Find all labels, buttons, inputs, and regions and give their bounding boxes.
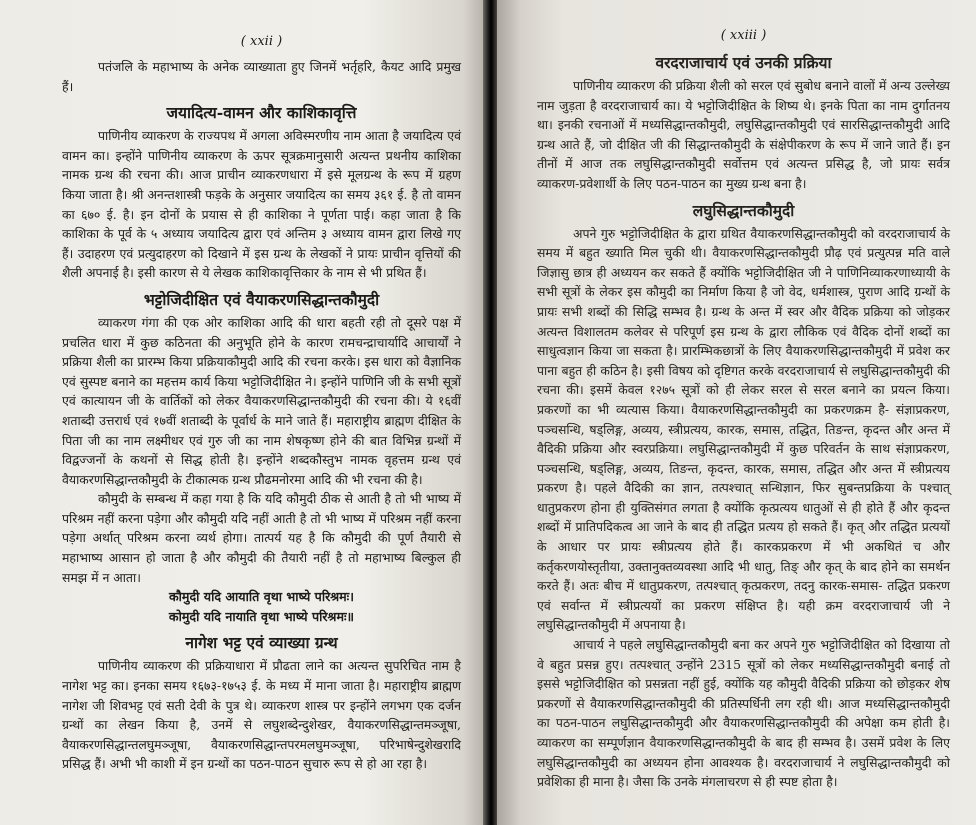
paragraph-kashika: पाणिनीय व्याकरण के राज्यपथ में अगला अविस्मरणीय नाम आता है जयादित्य एवं वामन का। इन्होंने पाणिनीय व्याकरण के ऊपर सूत्रक्रमानुसारी अत्यन्त प्रथनीय काशिका नामक ग्रन्थ की रचना की। आज प्राचीन व्याकरणधारा में इसे मूलग्रन्थ के रूप में ग्रहण किया जाता है। श्री अनन्तशास्त्री फड़के के अनुसार जयादित्य का समय ३६१ ई. है तो वामन का ६७० ई. है। इन दोनों के प्रयास से ही काशिका ने पूर्णता पाई। कहा जाता है कि काशिका के पूर्व के ५ अध्याय जयादित्य द्वारा एवं अन्तिम ३ अध्याय वामन द्वारा लिखे गए हैं। उदाहरण एवं प्रत्युदाहरण को दिखाने में इस ग्रन्थ के लेखकों ने प्रायः प्राचीन वृत्तियों की शैली अपनाई है। इसी कारण से ये लेखक काशिकावृत्तिकार के नाम से भी प्रथित हैं। <box>62 128 461 281</box>
heading-bhattoji-dikshita: भट्टोजिदीक्षित एवं वैयाकरणसिद्धान्तकौमुदी <box>143 289 380 309</box>
right-page <box>497 0 976 825</box>
verse-line-1: कौमुदी यदि आयाति वृथा भाष्ये परिश्रमः। <box>169 589 354 605</box>
verse-line-2: कोमुदी यदि नायाति वृथा भाष्ये परिश्रमः॥ <box>168 608 355 624</box>
heading-jayaditya-vamana: जयादित्य-वामन और काशिकावृत्ति <box>166 103 357 123</box>
paragraph-varadaraja: पाणिनीय व्याकरण की प्रक्रिया शैली को सरल एवं सुबोध बनाने वालों में अन्य उल्लेख्य नाम जुड़ता है वरदराजाचार्य का। ये भट्टोजिदीक्षित के शिष्य थे। इनके पिता का नाम दुर्गातनय था। इनकी रचनाओं में मध्यसिद्धान्तकौमुदी, लघुसिद्धान्तकौमुदी एवं सारसिद्धान्तकौमुदी आदि ग्रन्थ आते हैं, जो दीक्षित जी की सिद्धान्तकौमुदी के संक्षेपीकरण के रूप में जाने जाते हैं। इन तीनों में आज तक लघुसिद्धान्तकौमुदी सर्वोत्तम एवं अत्यन्त प्रसिद्ध है, जो प्रायः सर्वत्र व्याकरण-प्रवेशार्थी के लिए पठन-पाठन का मुख्य ग्रन्थ बना है। <box>537 78 950 191</box>
heading-varadaraja: वरदराजाचार्य एवं उनकी प्रक्रिया <box>655 53 832 72</box>
book-gutter <box>483 0 497 825</box>
paragraph-laghu-kaumudi: अपने गुरु भट्टोजिदीक्षित के द्वारा ग्रथित वैयाकरणसिद्धान्तकौमुदी को वरदराजाचार्य के समय में बहुत ख्याति मिल चुकी थी। वैयाकरणसिद्धान्तकौमुदी प्रौढ़ एवं प्रत्युत्पन्न मति वाले जिज्ञासु छात्र ही अध्ययन कर सकते हैं क्योंकि भट्टोजिदीक्षित जी ने पाणिनिव्याकरणाध्यायी के सभी सूत्रों के लेकर इस कौमुदी का निर्माण किया है जो वेद, धर्मशास्त्र, पुराण आदि ग्रन्थों के प्रायः सभी शब्दों की सिद्धि सम्भव है। ग्रन्थ के अन्त में स्वर और वैदिक प्रक्रिया को जोड़कर अत्यन्त विशालतम कलेवर से परिपूर्ण इस ग्रन्थ के द्वारा लौकिक एवं वैदिक दोनों शब्दों का साधुत्वज्ञान किया जा सकता है। प्रारम्भिकछात्रों के लिए वैयाकरणसिद्धान्तकौमुदी में प्रवेश कर पाना बहुत ही कठिन है। इसी विषय को दृष्टिगत करके वरदराजाचार्य से लघुसिद्धान्तकौमुदी की रचना की। इसमें केवल १२७५ सूत्रों को ही लेकर सरल से सरल बनाने का प्रयत्न किया। प्रकरणों का भी व्यत्यास किया। वैयाकरणसिद्धान्तकौमुदी का प्रकरणक्रम है- संज्ञाप्रकरण, पञ्चसन्धि, षड्लिङ्ग, अव्यय, स्त्रीप्रत्यय, कारक, समास, तद्धित, तिङन्त, कृदन्त और अन्त में वैदिकी प्रक्रिया और स्वरप्रक्रिया। लघुसिद्धान्तकौमुदी में कुछ परिवर्तन के साथ संज्ञाप्रकरण, पञ्चसन्धि, षड्लिङ्ग, अव्यय, तिङन्त, कृदन्त, कारक, समास, तद्धित और अन्त में स्त्रीप्रत्यय प्रकरण है। पहले वैदिकी का ज्ञान, तत्पश्चात् सन्धिज्ञान, फिर सुबन्तप्रक्रिया के पश्चात् धातुप्रकरण होना ही युक्तिसंगत लगता है क्योंकि कृत्प्रत्यय धातुओं से ही होते हैं और कृदन्त शब्दों में प्रातिपदिकत्व आ जाने के बाद ही तद्धित प्रत्यय हो सकते हैं। कृत् और तद्धित प्रत्ययों के आधार पर प्रायः स्त्रीप्रत्यय होते हैं। कारकप्रकरण में भी अकथितं च और कर्तृकरणयोस्तृतीया, उक्तानुक्तव्यवस्था आदि भी धातु, तिङ् और कृत् के बाद होने का समर्थन करते हैं। अतः बीच में धातुप्रकरण, तत्पश्चात् कृत्प्रकरण, तदनु कारक-समास- तद्धित प्रकरण एवं सर्वान्त में स्त्रीप्रत्ययों का प्रकरण संक्षिप्त है। यही क्रम वरदराजाचार्य जी ने लघुसिद्धान्तकौमुदी में अपनाया है। <box>537 225 950 633</box>
heading-laghu-siddhanta-kaumudi: लघुसिद्धान्तकौमुदी <box>692 200 795 220</box>
left-intro-paragraph: पतंजलि के महाभाष्य के अनेक व्याख्याता हुए जिनमें भर्तृहरि, कैयट आदि प्रमुख हैं। <box>62 59 461 94</box>
paragraph-madhya-kaumudi: आचार्य ने पहले लघुसिद्धान्तकौमुदी बना कर अपने गुरु भट्टोजिदीक्षित को दिखाया तो वे बहुत प्रसन्न हुए। तत्पश्चात् उन्होंने 2315 सूत्रों को लेकर मध्यसिद्धान्तकौमुदी बनाई तो इससे भट्टोजिदीक्षित को प्रसन्नता नहीं हुई, क्योंकि यह कौमुदी वैदिकी प्रक्रिया को छोड़कर शेष प्रकरणों से वैयाकरणसिद्धान्तकौमुदी की प्रतिस्पर्धिनी लग रही थी। आज मध्यसिद्धान्तकौमुदी का पठन-पाठन लघुसिद्धान्तकौमुदी और वैयाकरणसिद्धान्तकौमुदी की अपेक्षा कम होती है। व्याकरण का सम्पूर्णज्ञान वैयाकरणसिद्धान्तकौमुदी के बाद ही सम्भव है। उसमें प्रवेश के लिए लघुसिद्धान्तकौमुदी का अध्ययन होना आवश्यक है। वरदराजाचार्य ने लघुसिद्धान्तकौमुदी को प्रवेशिका ही माना है। जैसा कि उनके मंगलाचरण से ही स्पष्ट होता है। <box>537 637 950 790</box>
paragraph-siddhanta-kaumudi: व्याकरण गंगा की एक ओर काशिका आदि की धारा बहती रही तो दूसरे पक्ष में प्रचलित धारा में कुछ कठिनता की अनुभूति होने के कारण रामचन्द्राचार्यादि आचार्यों ने प्रक्रिया शैली का प्रारम्भ किया प्रक्रियाकौमुदी आदि की रचना करके। इस धारा को वैज्ञानिक एवं सुस्पष्ट बनाने का महत्तम कार्य किया भट्टोजिदीक्षित ने। इन्होंने पाणिनि जी के सभी सूत्रों एवं कात्यायन जी के वार्तिकों को लेकर वैयाकरणसिद्धान्तकौमुदी की रचना की। ये १६वीं शताब्दी उत्तरार्ध एवं १७वीं शताब्दी के पूर्वार्ध के माने जाते हैं। महाराष्ट्रीय ब्राह्मण दीक्षित के पिता जी का नाम लक्ष्मीधर एवं गुरु जी का नाम शेषकृष्ण होने की बात विभिन्न ग्रन्थों में विद्वज्जनों के कथनों से सिद्ध होती है। इन्होंने शब्दकौस्तुभ नामक वृहत्तम ग्रन्थ एवं वैयाकरणसिद्धान्तकौमुदी के टीकात्मक ग्रन्थ प्रौढमनोरमा आदि की भी रचना की है। <box>62 314 461 487</box>
left-page <box>0 0 483 825</box>
paragraph-kaumudi-bhashya: कौमुदी के सम्बन्ध में कहा गया है कि यदि कौमुदी ठीक से आती है तो भी भाष्य में परिश्रम नहीं करना पड़ेगा और कौमुदी यदि नहीं आती है तो भी भाष्य में परिश्रम नहीं करना पड़ेगा अर्थात् परिश्रम करना व्यर्थ होगा। तात्पर्य यह है कि कौमुदी की पूर्ण तैयारी से महाभाष्य आसान हो जाता है और कौमुदी की तैयारी नहीं है तो महाभाष्य बिल्कुल ही समझ में न आता। <box>62 491 461 585</box>
right-page-number: ( xxiii ) <box>720 28 767 43</box>
heading-nagesha-bhatta: नागेश भट्ट एवं व्याख्या ग्रन्थ <box>185 633 338 653</box>
left-page-number: ( xxii ) <box>240 34 283 49</box>
paragraph-nagesha: पाणिनीय व्याकरण की प्रक्रियाधारा में प्रौढता लाने का अत्यन्त सुपरिचित नाम है नागेश भट्ट का। इनका समय १६७३-१७५३ ई. के मध्य में माना जाता है। महाराष्ट्रीय ब्राह्मण नागेश जी शिवभट्ट एवं सती देवी के पुत्र थे। व्याकरण शास्त्र पर इन्होंने लगभग एक दर्जन ग्रन्थों का लेखन किया है, उनमें से लघुशब्देन्दुशेखर, वैयाकरणसिद्धान्तमञ्जूषा, वैयाकरणसिद्धान्तलघुमञ्जूषा, वैयाकरणसिद्धान्तपरमलघुमञ्जूषा, परिभाषेन्दुशेखरादि प्रसिद्ध हैं। अभी भी काशी में इन ग्रन्थों का पठन-पाठन सुचारु रूप से हो आ रहा है। <box>62 658 461 772</box>
